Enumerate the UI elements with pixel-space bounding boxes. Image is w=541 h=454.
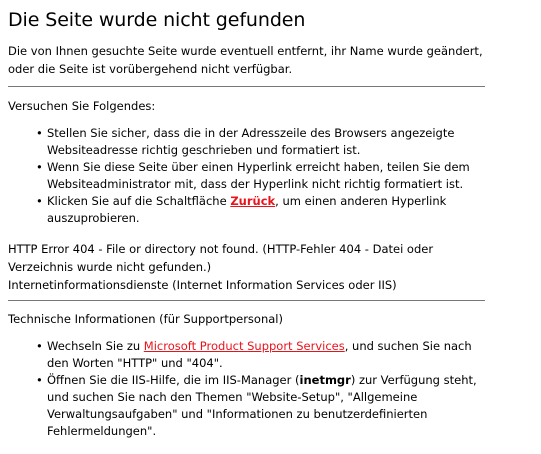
list-item [36,372,485,440]
divider [8,86,485,87]
bullet-icon: • [36,373,43,387]
tech-heading: Technische Informationen (für Supportpersonal) [8,312,283,326]
list-item-text-before: Öffnen Sie die IIS-Hilfe, die im IIS-Manager ( [47,373,300,387]
iis-text: Internetinformationsdienste (Internet Information Services oder IIS) [8,278,397,292]
try-heading: Versuchen Sie Folgendes: [8,99,156,113]
back-link[interactable]: Zurück [230,194,276,208]
list-item-text: Wenn Sie diese Seite über einen Hyperlink erreicht haben, teilen Sie dem Websiteadministrator mit, dass der Hyperlink nicht richtig formatiert ist. [47,160,470,191]
page-title: Die Seite wurde nicht gefunden [8,9,306,31]
error-page [8,8,485,440]
http-error-text: HTTP Error 404 - File or directory not found. (HTTP-Fehler 404 - Datei oder Verzeichnis wurde nicht gefunden.) [8,242,434,274]
list-item-text-after: , und suchen Sie nach den Worten "HTTP" und "404". [47,339,472,370]
list-item [36,338,485,372]
bullet-icon: • [36,160,43,174]
tech-list [8,338,485,440]
bullet-icon: • [36,126,43,140]
list-item [36,159,485,193]
list-item-text-before: Klicken Sie auf die Schaltfläche [47,194,231,208]
inetmgr-command: inetmgr [299,373,351,387]
bullet-icon: • [36,339,43,353]
try-list [8,125,485,227]
intro-text: Die von Ihnen gesuchte Seite wurde eventuell entfernt, ihr Name wurde geändert, oder die Seite ist vorübergehend nicht verfügbar. [8,44,483,76]
divider [8,300,485,301]
list-item-text-before: Wechseln Sie zu [47,339,144,353]
list-item [36,125,485,159]
list-item-text-after: , um einen anderen Hyperlink auszuprobieren. [47,194,447,225]
list-item [36,193,485,227]
list-item-text-after: ) zur Verfügung steht, und suchen Sie nach den Themen "Website-Setup", "Allgemeine Verwaltungsaufgaben" und "Informationen zu benutzerdefinierten Fehlermeldungen". [47,373,477,438]
list-item-text: Stellen Sie sicher, dass die in der Adresszeile des Browsers angezeigte Websiteadresse richtig geschrieben und formatiert ist. [47,126,455,157]
support-services-link[interactable]: Microsoft Product Support Services [143,339,345,353]
bullet-icon: • [36,194,43,208]
